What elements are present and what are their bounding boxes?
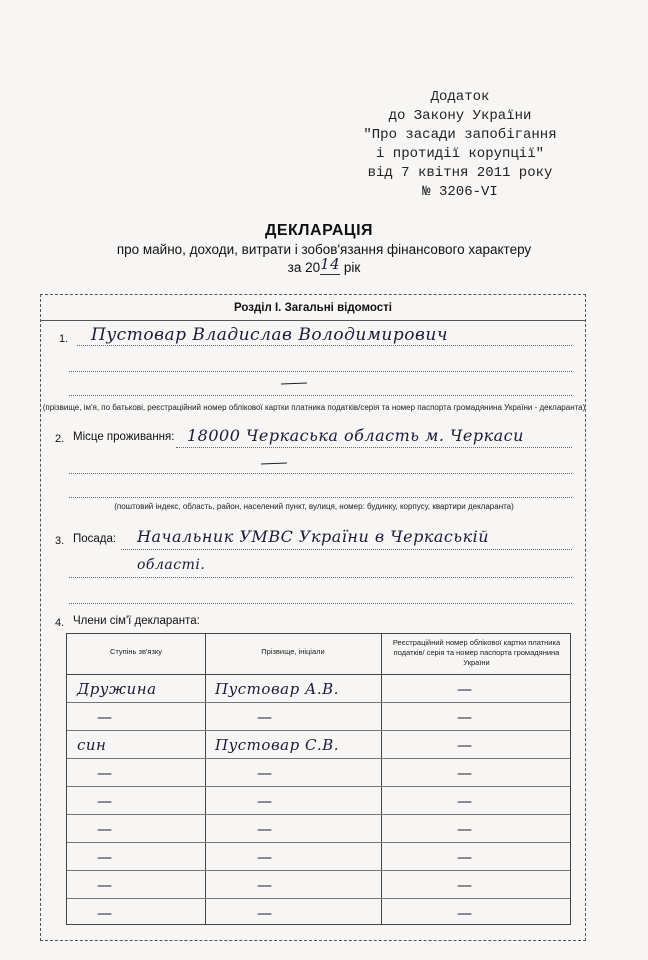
page-title: ДЕКЛАРАЦІЯ <box>264 222 374 239</box>
year-field <box>320 255 341 276</box>
table-cell-name: — <box>257 876 273 894</box>
item3-value-line1: Начальник УМВС України в Черкаській <box>137 527 490 546</box>
table-cell-name: — <box>257 792 273 810</box>
item3-line <box>69 603 572 604</box>
table-cell-id: — <box>457 680 473 698</box>
item2-number: 2. <box>55 433 65 445</box>
table-row-line <box>67 758 570 759</box>
appendix-line: від 7 квітня 2011 року <box>367 165 553 181</box>
table-cell-name: — <box>257 764 273 782</box>
column-header-id: Реєстраційний номер облікової картки платника податків/ серія та номер паспорта громадянина України <box>392 638 561 667</box>
table-row-line <box>67 814 570 815</box>
item2-value: 18000 Черкаська область м. Черкаси <box>187 426 524 445</box>
empty-dash <box>281 383 307 385</box>
item3-label: Посада: <box>73 533 117 545</box>
appendix-line: і протидії корупції" <box>375 146 545 162</box>
table-cell-name: — <box>257 708 273 726</box>
item3-line <box>69 577 572 578</box>
year-handwritten: 14 <box>320 255 341 273</box>
table-cell-relation: син <box>77 736 107 754</box>
table-row-line <box>67 786 570 787</box>
table-cell-name: Пустовар С.В. <box>215 736 340 754</box>
table-cell-name: — <box>257 820 273 838</box>
appendix-line: "Про засади запобігання <box>363 127 557 143</box>
table-cell-relation: — <box>97 820 113 838</box>
year-prefix: за 20 <box>287 260 321 275</box>
appendix-line: № 3206-VI <box>422 184 498 200</box>
table-row-line <box>67 898 570 899</box>
declaration-year <box>0 255 648 276</box>
section-frame <box>40 294 586 941</box>
item3-number: 3. <box>55 535 65 547</box>
item1-line <box>77 345 572 346</box>
item2-line <box>176 447 572 448</box>
item1-line <box>69 395 572 396</box>
table-cell-id: — <box>457 792 473 810</box>
title-block <box>0 222 648 276</box>
item3-line <box>121 549 572 550</box>
table-row-line <box>67 730 570 731</box>
table-row-line <box>67 870 570 871</box>
table-cell-name: — <box>257 848 273 866</box>
item2-caption: (поштовий індекс, область, район, населений пункт, вулиця, номер: будинку, корпусу, квартири декларанта) <box>114 502 514 511</box>
item2-label: Місце проживання: <box>73 431 175 443</box>
item1-number: 1. <box>59 333 69 345</box>
table-cell-relation: — <box>97 764 113 782</box>
family-members-table <box>66 633 571 925</box>
table-cell-relation: Дружина <box>77 680 157 698</box>
table-cell-id: — <box>457 736 473 754</box>
table-cell-name: — <box>257 904 273 922</box>
table-cell-name: Пустовар А.В. <box>215 680 339 698</box>
table-row-line <box>67 842 570 843</box>
item3-value-line2: області. <box>137 557 206 573</box>
appendix-line: Додаток <box>430 89 490 105</box>
table-cell-id: — <box>457 876 473 894</box>
item1-value: Пустовар Владислав Володимирович <box>91 325 448 345</box>
table-cell-id: — <box>457 708 473 726</box>
table-row-line <box>67 702 570 703</box>
item2-line <box>69 473 572 474</box>
table-divider <box>381 634 382 924</box>
table-cell-relation: — <box>97 904 113 922</box>
table-cell-id: — <box>457 820 473 838</box>
table-cell-id: — <box>457 848 473 866</box>
item2-line <box>69 497 572 498</box>
year-suffix: рік <box>343 260 361 275</box>
table-cell-id: — <box>457 764 473 782</box>
item4-number: 4. <box>55 617 65 629</box>
appendix-line: до Закону України <box>388 108 532 124</box>
column-header-name: Прізвище, ініціали <box>261 647 325 656</box>
table-cell-relation: — <box>97 876 113 894</box>
page-subtitle: про майно, доходи, витрати і зобов'язання фінансового характеру <box>116 242 532 257</box>
item4-label: Члени сім'ї декларанта: <box>73 615 200 627</box>
table-divider <box>205 634 206 924</box>
table-cell-relation: — <box>97 708 113 726</box>
empty-dash <box>261 463 287 465</box>
table-cell-relation: — <box>97 848 113 866</box>
appendix-note <box>340 88 580 202</box>
table-header-line <box>67 674 570 675</box>
table-cell-id: — <box>457 904 473 922</box>
table-cell-relation: — <box>97 792 113 810</box>
item1-caption: (прізвище, ім'я, по батькові, реєстраційний номер облікової картки платника податків/серія та номер паспорта громадянина України - декларанта) <box>42 403 586 412</box>
section-header: Розділ І. Загальні відомості <box>41 295 585 321</box>
column-header-relation: Ступінь зв'язку <box>109 647 163 656</box>
item1-line <box>69 371 572 372</box>
